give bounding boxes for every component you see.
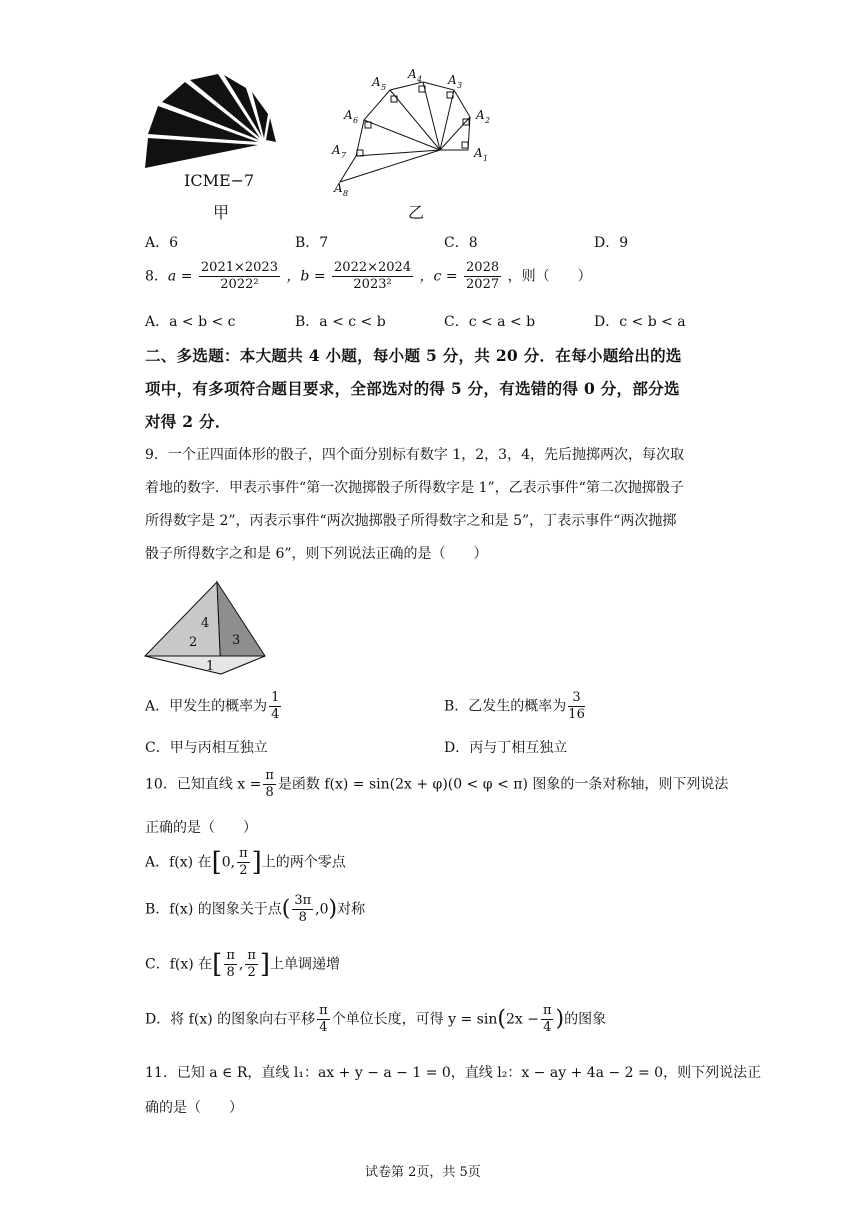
q9-line2: 着地的数字．甲表示事件“第一次抛掷骰子所得数字是 1”，乙表示事件“第二次抛掷骰子 [145,480,684,496]
icme7-logo-figure [140,70,290,175]
face-label-4: 4 [201,616,210,631]
q8-b-fraction: $\frac{2022\times 2024}{\text{2023²}}$ [334,260,412,292]
q8-option-d: D．c < b < a [594,314,686,330]
figure-jia-label: 甲 [213,203,230,222]
section2-line3: 对得 2 分． [145,412,231,431]
svg-text:A: A [334,181,343,195]
q9-line3: 所得数字是 2”，丙表示事件“两次抛掷骰子所得数字之和是 5”，丁表示事件“两次抛掷 [145,513,677,529]
figure-jia-caption: ICME−7 [184,171,255,190]
svg-text:A: A [474,146,483,160]
tetrahedron-figure [143,578,269,678]
svg-text:4: 4 [417,75,423,84]
q7-option-d: D．9 [594,235,629,251]
q10-option-b: B．f(x) 的图象关于点( $\frac{3\pi}{8}$ ,0)对称 [145,893,366,925]
section2-line1: 二、多选题：本大题共 4 小题，每小题 5 分，共 20 分．在每小题给出的选 [145,346,682,365]
q8-c-fraction: $\frac{2028}{2027}$ [466,260,500,292]
q8-option-b: B．a < c < b [295,314,386,330]
q10-option-a: A．f(x) 在[0, $\frac{\pi}{2}$ ]上的两个零点 [145,846,346,878]
face-label-3: 3 [232,633,241,648]
svg-text:7: 7 [341,151,347,160]
q10-option-d: D．将 f(x) 的图象向右平移 $\frac{\pi}{4}$ 个单位长度，可得 y = sin(2x − $\frac{\pi}{4}$ )的图象 [145,1003,607,1035]
figure-yi-label: 乙 [408,203,425,222]
face-label-2: 2 [189,635,198,650]
q9-line4: 骰子所得数字之和是 6”，则下列说法正确的是（ ） [145,546,488,562]
q11-line1: 11．已知 a ∈ R，直线 l₁：ax + y − a − 1 = 0，直线 l₂：x − ay + 4a − 2 = 0，则下列说法正 [145,1065,762,1081]
logo-triangle-7 [266,118,276,142]
svg-text:A: A [332,143,341,157]
svg-text:8: 8 [343,189,349,198]
svg-text:5: 5 [381,83,387,92]
q9-line1: 9．一个正四面体形的骰子，四个面分别标有数字 1，2，3，4，先后抛掷两次，每次取 [145,447,684,463]
q11-line2: 确的是（ ） [145,1100,243,1116]
q8-option-a: A．a < b < c [145,314,236,330]
svg-text:A: A [344,108,353,122]
q10-option-c: C．f(x) 在[ $\frac{\pi}{8}$ , $\frac{\pi}{2}$ ]上单调递增 [145,948,341,980]
q8-a-fraction: $\frac{2021\times 2023}{\text{2022²}}$ [200,260,278,292]
svg-text:2: 2 [485,116,491,125]
logo-triangle-1 [145,138,258,168]
svg-text:A: A [476,108,485,122]
svg-text:1: 1 [483,154,489,163]
q9-option-b: B．乙发生的概率为 $\frac{3}{16}$ [444,690,585,722]
q10-line2: 正确的是（ ） [145,820,257,836]
section2-line2: 项中，有多项符合题目要求，全部选对的得 5 分，有选错的得 0 分，部分选 [145,379,680,398]
q10-line1: 10．已知直线 x = $\frac{\pi}{8}$ 是函数 f(x) = sin(2x + φ)(0 < φ < π) 图象的一条对称轴，则下列说法 [145,768,729,800]
svg-text:A: A [372,75,381,89]
svg-text:6: 6 [353,116,359,125]
svg-text:A: A [408,67,417,81]
page-footer: 试卷第 2页，共 5页 [365,1165,481,1180]
q7-option-a: A．6 [145,235,179,251]
q9-option-d: D．丙与丁相互独立 [444,740,568,756]
svg-text:A: A [448,73,457,87]
q7-option-b: B．7 [295,235,329,251]
question-8: 8．a = $\frac{2021\times 2023}{\text{2022²}}$ ，b = $\frac{2022\times 2024}{\text{2023²}}$ ，c = $\frac{2028}{2027}$ ，则（ ） [145,260,592,292]
q9-option-c: C．甲与丙相互独立 [145,740,268,756]
svg-text:3: 3 [457,81,463,90]
face-label-1: 1 [206,659,215,674]
q9-option-a: A．甲发生的概率为 $\frac{1}{4}$ [145,690,280,722]
right-triangle-spiral-figure [328,62,508,207]
q7-option-c: C．8 [444,235,478,251]
q8-option-c: C．c < a < b [444,314,536,330]
